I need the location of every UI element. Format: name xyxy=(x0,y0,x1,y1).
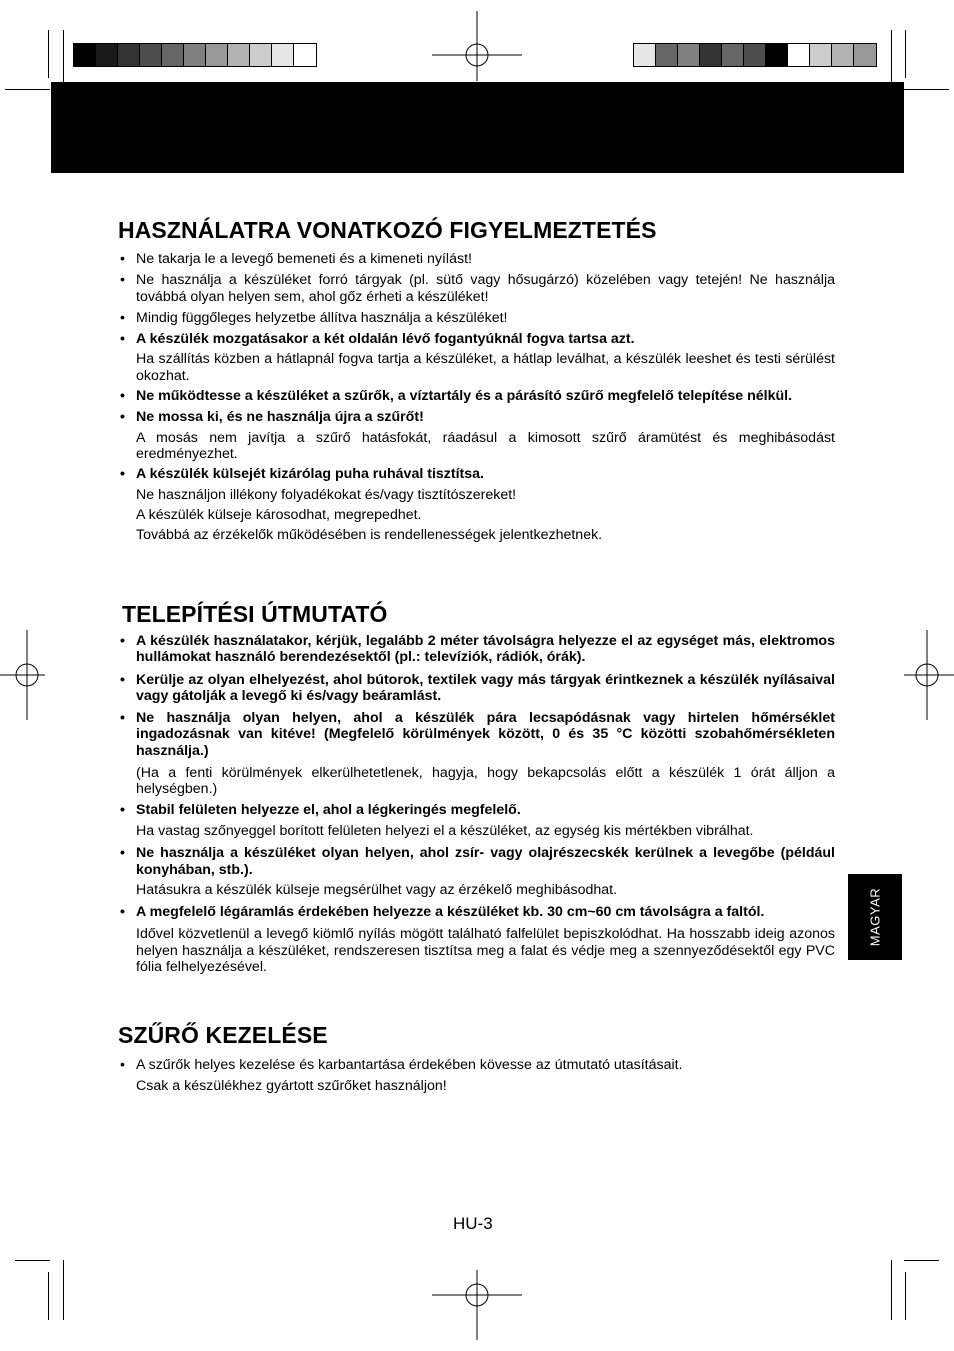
list-item: • A szűrők helyes kezelése és karbantartása érdekében kövesse az útmutató utasításait. xyxy=(120,1057,683,1073)
color-swatch xyxy=(766,44,788,66)
color-bar-left xyxy=(73,43,317,67)
list-note: Ne használjon illékony folyadékokat és/vagy tisztítószereket! xyxy=(136,486,517,503)
color-swatch xyxy=(96,44,118,66)
list-item: • A megfelelő légáramlás érdekében helyezze a készüléket kb. 30 cm~60 cm távolságra a faltól. xyxy=(120,904,765,921)
color-swatch xyxy=(294,44,316,66)
section-title-installation: TELEPÍTÉSI ÚTMUTATÓ xyxy=(122,601,388,627)
color-swatch xyxy=(74,44,96,66)
list-item: • A készülék használatakor, kérjük, legalább 2 méter távolságra helyezze el az egységet más, elektromos hullámokat használó berendezésektől (pl.: televíziók, rádiók, órák). xyxy=(120,633,835,666)
color-swatch xyxy=(722,44,744,66)
list-note: Ha vastag szőnyeggel borított felületen helyezi el a készüléket, az egység kis mértékben vibrálhat. xyxy=(136,822,754,839)
color-swatch xyxy=(250,44,272,66)
warnings-list xyxy=(119,251,835,543)
color-swatch xyxy=(744,44,766,66)
color-swatch xyxy=(162,44,184,66)
list-note: A készülék külseje károsodhat, megrepedhet. xyxy=(136,506,422,523)
list-item: • Ne takarja le a levegő bemeneti és a kimeneti nyílást! xyxy=(120,251,472,267)
list-note: Továbbá az érzékelők működésében is rendellenességek jelentkezhetnek. xyxy=(136,527,603,544)
color-swatch xyxy=(832,44,854,66)
page-number: HU-3 xyxy=(453,1214,493,1233)
list-note: A mosás nem javítja a szűrő hatásfokát, ráadásul a kimosott szűrő áramütést és meghibásodást eredményezhet. xyxy=(136,429,835,462)
color-swatch xyxy=(634,44,656,66)
section-title-filter: SZŰRŐ KEZELÉSE xyxy=(118,1022,328,1048)
list-item: • Ne használja a készüléket olyan helyen, ahol zsír- vagy olajrészecskék kerülnek a levegőbe (például konyhában, stb.). xyxy=(120,845,835,878)
list-item: • A készülék külsejét kizárólag puha ruhával tisztítsa. xyxy=(120,466,484,483)
list-item: • Mindig függőleges helyzetbe állítva használja a készüléket! xyxy=(120,309,508,326)
installation-list xyxy=(119,633,835,975)
color-swatch xyxy=(272,44,294,66)
list-item: • Ne használja a készüléket forró tárgyak (pl. sütő vagy hősugárzó) közelében vagy tetején! Ne használja továbbá olyan helyen sem, ahol gőz érheti a készüléket! xyxy=(120,272,835,305)
language-tab xyxy=(848,874,902,960)
color-swatch xyxy=(810,44,832,66)
list-item: • Kerülje az olyan elhelyezést, ahol bútorok, textilek vagy más tárgyak érintkeznek a készülék nyílásaival vagy gátolják a levegő ki és/vagy beáramlást. xyxy=(120,671,835,704)
list-item: • Stabil felületen helyezze el, ahol a légkeringés megfelelő. xyxy=(120,801,521,818)
list-note: (Ha a fenti körülmények elkerülhetetlenek, hagyja, hogy bekapcsolás előtt a készülék 1 órát álljon a helységben.) xyxy=(136,765,835,798)
list-note: Hatásukra a készülék külseje megsérülhet vagy az érzékelő meghibásodhat. xyxy=(136,881,618,898)
color-swatch xyxy=(678,44,700,66)
filter-list xyxy=(119,1057,835,1095)
list-item: • A készülék mozgatásakor a két oldalán lévő fogantyúknál fogva tartsa azt. xyxy=(120,331,635,348)
section-title-warnings: HASZNÁLATRA VONATKOZÓ FIGYELMEZTETÉS xyxy=(118,217,657,243)
color-bar-right xyxy=(633,43,877,67)
color-swatch xyxy=(656,44,678,66)
header-band xyxy=(51,82,904,173)
list-note: Csak a készülékhez gyártott szűrőket használjon! xyxy=(136,1078,447,1095)
list-item: • Ne működtesse a készüléket a szűrők, a víztartály és a párásító szűrő megfelelő telepítése nélkül. xyxy=(120,388,793,405)
language-tab-label: MAGYAR xyxy=(867,887,883,947)
list-note: Idővel közvetlenül a levegő kiömlő nyílás mögött található falfelület bepiszkolódhat. Ha hosszabb ideig azonos helyen használja a készüléket, rendszeresen tisztítsa meg a falat és védje meg a szennyeződésektől egy PVC fólia felhelyezésével. xyxy=(136,926,835,976)
list-item: • Ne használja olyan helyen, ahol a készülék pára lecsapódásnak vagy hirtelen hőmérséklet ingadozásnak van kitéve! (Megfelelő körülmények között, 0 és 35 °C közötti szobahőmérsékleten használja.) xyxy=(120,710,835,759)
color-swatch xyxy=(854,44,876,66)
color-swatch xyxy=(206,44,228,66)
registration-mark-icon xyxy=(864,630,954,720)
registration-mark-icon xyxy=(432,1250,522,1340)
color-swatch xyxy=(228,44,250,66)
color-swatch xyxy=(700,44,722,66)
color-swatch xyxy=(788,44,810,66)
color-swatch xyxy=(140,44,162,66)
list-item: • Ne mossa ki, és ne használja újra a szűrőt! xyxy=(120,409,424,426)
color-swatch xyxy=(184,44,206,66)
list-note: Ha szállítás közben a hátlapnál fogva tartja a készüléket, a hátlap leválhat, a készülék leeshet és testi sérülést okozhat. xyxy=(136,351,835,384)
color-swatch xyxy=(118,44,140,66)
registration-mark-icon xyxy=(0,630,90,720)
